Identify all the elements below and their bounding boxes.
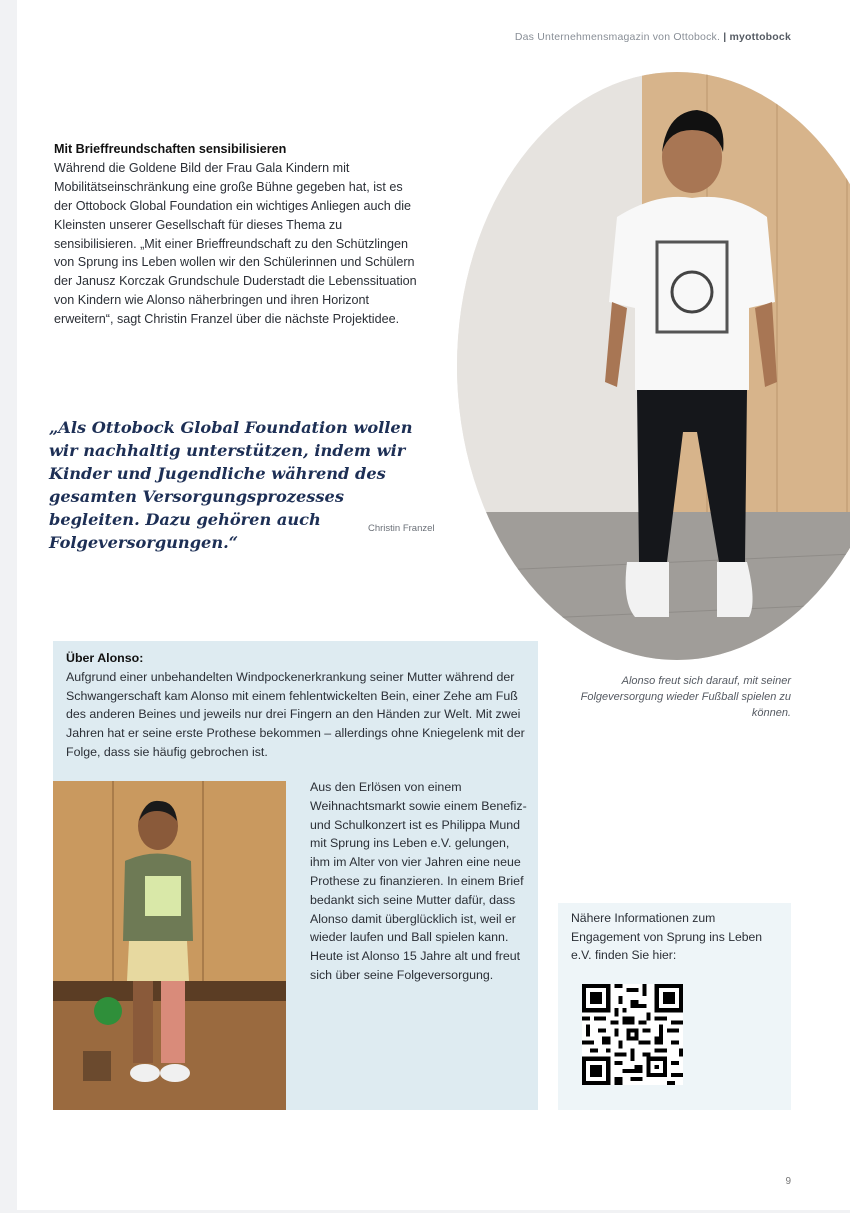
section-heading: Mit Brieffreundschaften sensibilisieren bbox=[54, 142, 287, 156]
info-text: Nähere Informationen zum Engagement von Sprung ins Leben e.V. finden Sie hier: bbox=[571, 911, 763, 963]
child-photo bbox=[53, 781, 286, 1110]
pull-quote: „Als Ottobock Global Foundation wollen wir nachhaltig unterstützen, indem wir Kinder und Jugendliche während des gesamten Versorgungsprozesses begleiten. Dazu gehören auch Folgeversorgungen.“ bbox=[49, 418, 413, 552]
quote-author: Christin Franzel bbox=[368, 523, 435, 534]
about-heading: Über Alonso: bbox=[66, 651, 144, 665]
magazine-page bbox=[17, 0, 850, 1210]
child-photo-illustration bbox=[53, 781, 286, 1110]
photo-caption: Alonso freut sich darauf, mit seiner Folgeversorgung wieder Fußball spielen zu können. bbox=[580, 675, 791, 719]
about-intro bbox=[66, 649, 526, 762]
qr-code[interactable] bbox=[582, 984, 683, 1085]
page-number: 9 bbox=[785, 1176, 791, 1187]
teen-photo bbox=[457, 72, 850, 660]
about-alonso-box bbox=[53, 641, 538, 1110]
about-body: Aufgrund einer unbehandelten Windpockenerkrankung seiner Mutter während der Schwangerschaft kam Alonso mit einem fehlentwickelten Bein, einer Zehe am Fuß des anderen Beines und jeweils nur drei Fingern an den Händen zur Welt. Mit zwei Jahren hat er seine erste Prothese bekommen – allerdings ohne Kniegelenk mit der Folge, dass sie häufig gebrochen ist. bbox=[66, 669, 525, 759]
teen-photo-illustration bbox=[457, 72, 850, 660]
page-header bbox=[515, 31, 791, 43]
about-continued: Aus den Erlösen von einem Weihnachtsmarkt sowie einem Benefiz- und Schulkonzert ist es Philippa Mund mit Sprung ins Leben e.V. gelungen, ihm im Alter von vier Jahren eine neue Prothese zu finanzieren. In einem Brief bedankt sich seine Mutter dafür, dass Alonso damit überglücklich ist, weil er wieder laufen und Ball spielen kann. Heute ist Alonso 15 Jahre alt und freut sich über seine Folgeversorgung. bbox=[310, 780, 527, 982]
magazine-name: Das Unternehmensmagazin von Ottobock. bbox=[514, 31, 721, 43]
brand-name: myottobock bbox=[729, 31, 791, 43]
pen-pal-section bbox=[54, 140, 419, 329]
section-body: Während die Goldene Bild der Frau Gala Kindern mit Mobilitätseinschränkung eine große Bühne gegeben hat, ist es der Ottobock Global Foundation ein wichtiges Anliegen auch die Kleinsten unserer Gesellschaft für dieses Thema zu sensibilisieren. „Mit einer Brieffreundschaft zu den Schützlingen von Sprung ins Leben wollen wir den Schülerinnen und Schülern der Janusz Korczak Grundschule Duderstadt die Lebenssituation von Kindern wie Alonso näherbringen und ihren Horizont erweitern“, sagt Christin Franzel über die nächste Projektidee. bbox=[54, 160, 417, 327]
header-separator: | bbox=[720, 31, 730, 43]
info-box bbox=[558, 903, 791, 1110]
qr-code-icon bbox=[582, 984, 683, 1085]
